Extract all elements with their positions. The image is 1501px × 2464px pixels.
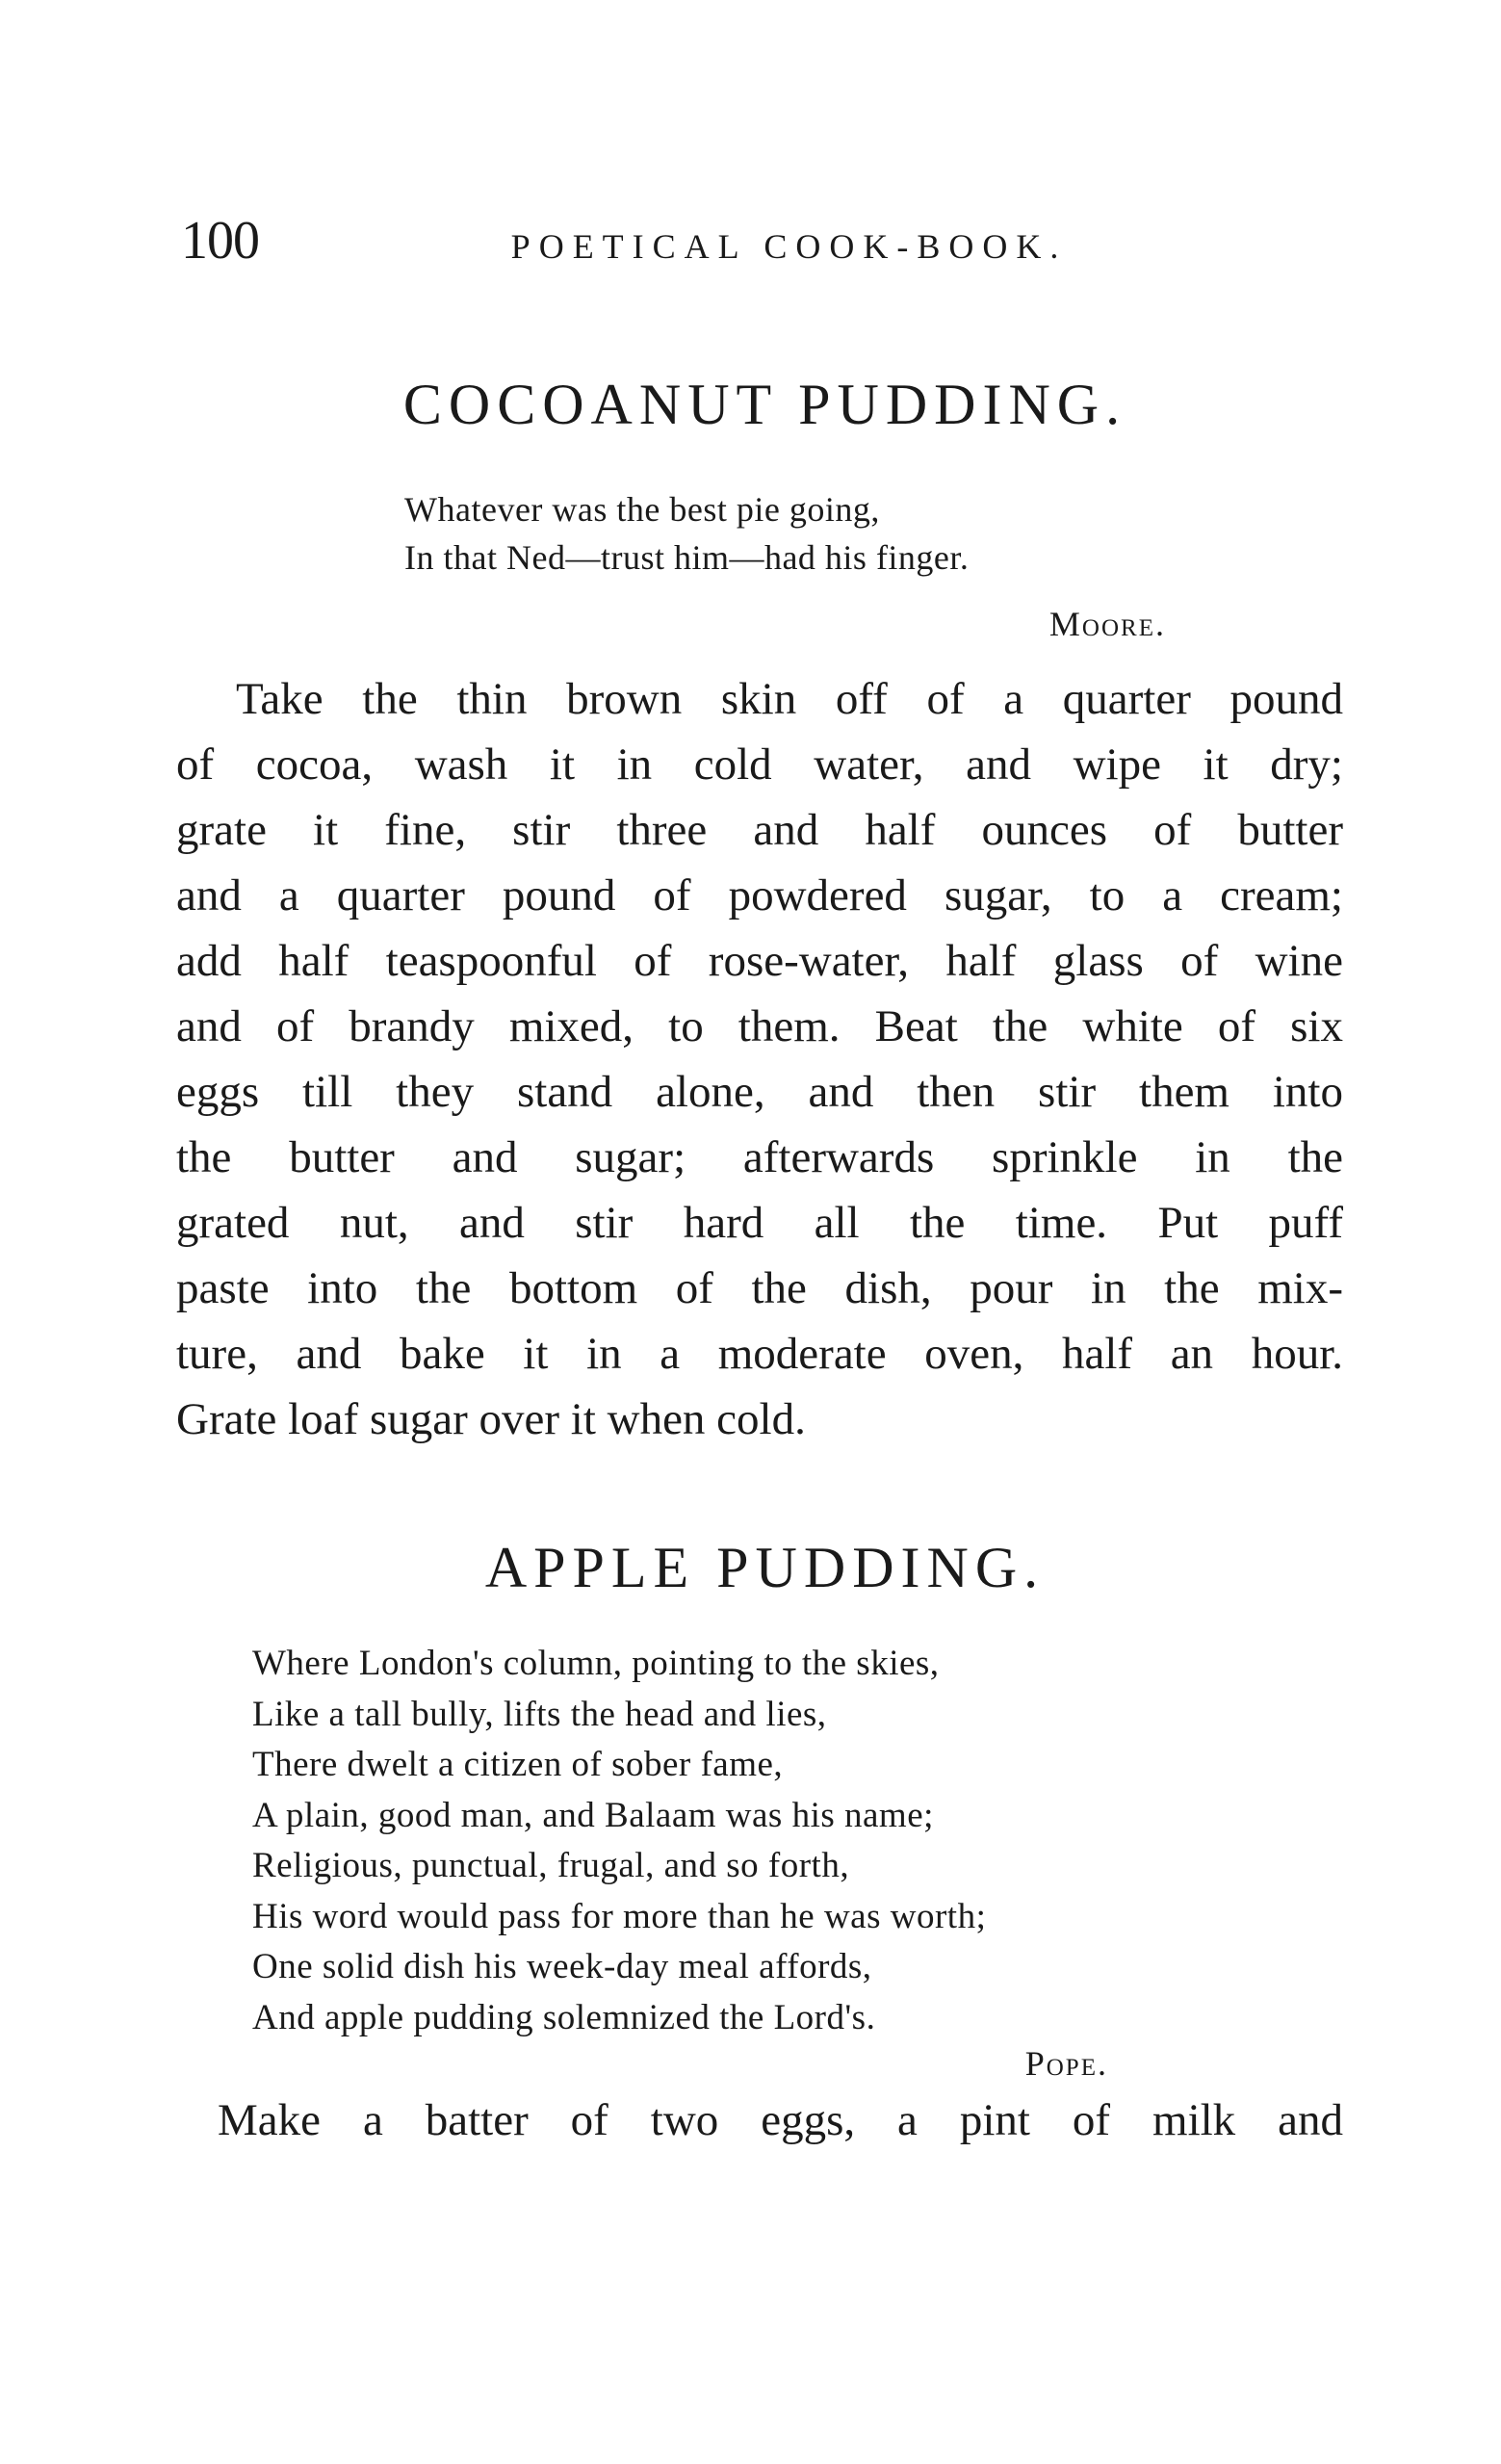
epigraph-moore: [404, 485, 969, 582]
body-line: of cocoa, wash it in cold water, and wipe it dry;: [176, 739, 1343, 790]
verse-line: A plain, good man, and Balaam was his name;: [252, 1795, 934, 1835]
verse-line: Whatever was the best pie going,: [404, 490, 880, 529]
verse-line: In that Ned—trust him—had his finger.: [404, 538, 970, 577]
verse-line: Religious, punctual, frugal, and so forth,: [252, 1846, 850, 1885]
recipe-body-cocoanut-pudding: [176, 666, 1343, 1452]
recipe-title-apple-pudding: APPLE PUDDING.: [484, 1536, 1046, 1599]
body-line: Take the thin brown skin off of a quarter pound: [236, 674, 1343, 724]
verse-line: Like a tall bully, lifts the head and lies,: [252, 1694, 827, 1734]
recipe-title-cocoanut-pudding: COCOANUT PUDDING.: [402, 373, 1127, 436]
body-line: ture, and bake it in a moderate oven, half an hour.: [176, 1329, 1343, 1379]
verse-line: Where London's column, pointing to the skies,: [252, 1644, 940, 1683]
body-line: eggs till they stand alone, and then stir them into: [176, 1067, 1343, 1117]
body-line: add half teaspoonful of rose-water, half glass of wine: [176, 936, 1343, 986]
verse-line: And apple pudding solemnized the Lord's.: [252, 1997, 876, 2037]
body-line: Grate loaf sugar over it when cold.: [176, 1394, 806, 1444]
epigraph-author: Pope.: [1024, 2044, 1108, 2083]
running-title: POETICAL COOK-BOOK.: [510, 227, 1068, 266]
body-line: grated nut, and stir hard all the time. Put puff: [176, 1198, 1343, 1248]
body-line: and of brandy mixed, to them. Beat the white of six: [176, 1001, 1343, 1051]
recipe-body-apple-pudding: [176, 2088, 1343, 2153]
body-line: and a quarter pound of powdered sugar, to a cream;: [176, 870, 1343, 921]
epigraph-author: Moore.: [1048, 605, 1166, 643]
verse-line: There dwelt a citizen of sober fame,: [252, 1745, 784, 1784]
body-line: Make a batter of two eggs, a pint of milk and: [218, 2095, 1343, 2145]
epigraph-pope: [252, 1639, 986, 2043]
body-line: the butter and sugar; afterwards sprinkle in the: [176, 1132, 1343, 1182]
verse-line: His word would pass for more than he was worth;: [252, 1896, 987, 1936]
page-number: 100: [181, 211, 259, 271]
verse-line: One solid dish his week-day meal affords,: [252, 1947, 872, 1986]
body-line: paste into the bottom of the dish, pour in the mix-: [176, 1263, 1343, 1313]
body-line: grate it fine, stir three and half ounces of butter: [176, 805, 1343, 855]
